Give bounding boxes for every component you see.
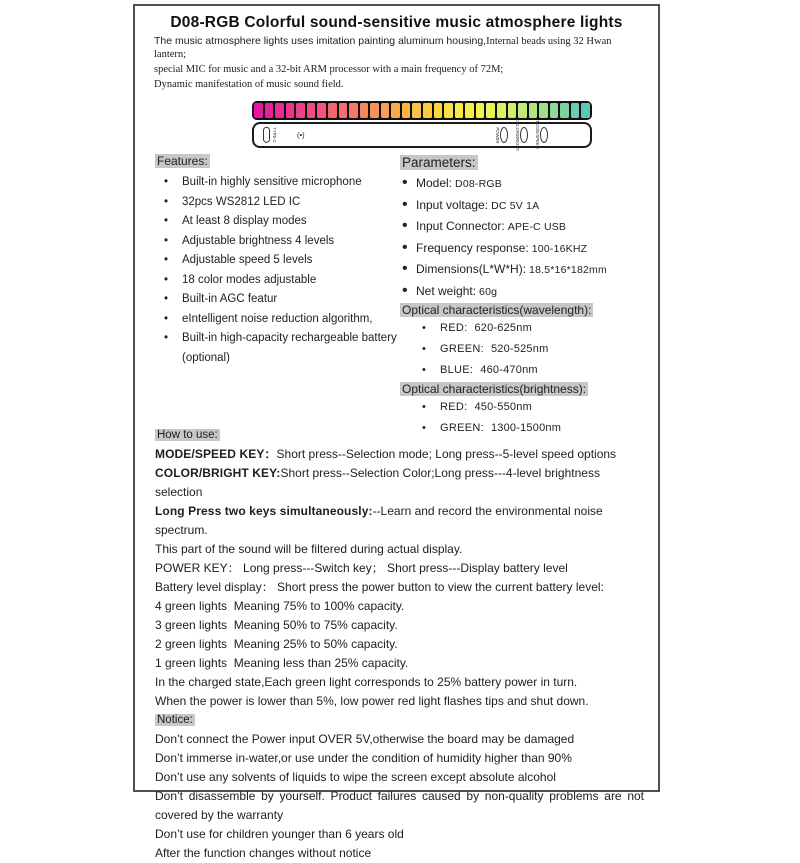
led-cell — [476, 103, 485, 118]
parameter-item — [400, 281, 644, 303]
bullet-marker: • — [402, 217, 408, 234]
instructions-section — [155, 426, 644, 863]
parameter-value: 60g — [479, 285, 498, 298]
type-c-port-icon — [263, 127, 270, 143]
type-c-label: TYPE-C — [271, 127, 277, 143]
bullet-marker: • — [164, 273, 169, 286]
feature-text: 18 color modes adjustable — [182, 273, 317, 286]
feature-item — [155, 310, 400, 330]
parameters-section — [400, 154, 644, 439]
instruction-text: In the charged state,Each green light corresponds to 25% battery power in turn. — [155, 675, 578, 689]
notice-line — [155, 749, 644, 768]
notice-text: Don’t immerse in-water,or use under the condition of humidity higher than 90% — [155, 751, 572, 765]
optical-item — [400, 360, 644, 381]
feature-text: Adjustable brightness 4 levels — [182, 234, 335, 247]
led-cell — [317, 103, 326, 118]
bullet-marker: • — [422, 322, 426, 334]
led-cell — [412, 103, 421, 118]
instruction-key: COLOR/BRIGHT KEY: — [155, 466, 281, 480]
page-title: D08-RGB Colorful sound-sensitive music atmosphere lights — [170, 14, 623, 31]
instruction-text: 2 green lights Meaning 25% to 50% capacity. — [155, 637, 398, 651]
notice-text: Don’t use for children younger than 6 years old — [155, 827, 404, 841]
optical-label: GREEN: — [440, 343, 484, 355]
optical-wavelength-list — [400, 318, 644, 381]
parameter-label: Model: — [416, 176, 453, 190]
led-cell — [581, 103, 590, 118]
led-cell — [423, 103, 432, 118]
bullet-marker: • — [422, 422, 426, 434]
feature-item — [155, 193, 400, 213]
notice-text: Don’t connect the Power input OVER 5V,otherwise the board may be damaged — [155, 732, 575, 746]
optical-value: 460-470nm — [480, 364, 538, 376]
instruction-text: When the power is lower than 5%, low power red light flashes tips and shut down. — [155, 694, 589, 708]
intro-text-serif: Internal beads using 32 Hwan lantern; — [154, 36, 612, 60]
bullet-marker: • — [402, 281, 408, 299]
led-cell — [402, 103, 411, 118]
led-cell — [296, 103, 305, 118]
feature-text: At least 8 display modes — [182, 215, 307, 227]
feature-item — [155, 232, 400, 252]
instruction-line — [155, 464, 644, 502]
optical-label: GREEN: — [440, 422, 484, 434]
notice-text: Don’t use any solvents of liquids to wipe the screen except absolute alcohol — [155, 770, 556, 784]
led-cell — [550, 103, 559, 118]
instruction-key: Long Press two keys simultaneously: — [155, 504, 373, 518]
intro-line-2: special MIC for music and a 32-bit ARM processor with a main frequency of 72M; — [154, 64, 504, 75]
led-cell — [571, 103, 580, 118]
feature-text: Adjustable speed 5 levels — [182, 254, 313, 266]
parameter-label: Input Connector: — [416, 219, 505, 233]
instruction-line — [155, 578, 644, 597]
button-oval-icon — [520, 127, 528, 143]
parameter-value: 18.5*16*182mm — [529, 264, 607, 276]
led-cell — [560, 103, 569, 118]
button-oval-icon — [540, 127, 548, 143]
feature-text: Built-in highly sensitive microphone — [182, 176, 362, 188]
intro-line-3: Dynamic manifestation of music sound field. — [154, 79, 344, 90]
feature-item — [155, 271, 400, 291]
optical-item — [400, 339, 644, 360]
led-cell — [275, 103, 284, 118]
optical-value: 620-625nm — [474, 322, 532, 334]
bullet-marker: • — [422, 401, 426, 413]
bullet-marker: • — [422, 343, 426, 355]
instruction-line — [155, 654, 644, 673]
parameters-heading: Parameters: — [402, 155, 476, 170]
button-oval-icon — [500, 127, 508, 143]
parameter-value: DC 5V 1A — [491, 199, 540, 212]
bullet-marker: • — [164, 254, 169, 266]
instruction-text: 4 green lights Meaning 75% to 100% capacity. — [155, 599, 405, 613]
led-cell — [486, 103, 495, 118]
bullet-marker: • — [164, 312, 169, 325]
parameter-label: Dimensions(L*W*H): — [416, 262, 527, 276]
instruction-line — [155, 559, 644, 578]
instruction-text: POWER KEY： Long press---Switch key； Short press---Display battery level — [155, 561, 568, 575]
parameter-label: Input voltage: — [416, 197, 489, 212]
feature-item — [155, 251, 400, 271]
instruction-line — [155, 635, 644, 654]
instruction-text: --Learn and record the environmental noise spectrum. — [155, 504, 603, 537]
feature-item — [155, 290, 400, 310]
optical-item — [400, 318, 644, 339]
instruction-text: Battery level display： Short press the power button to view the current battery level: — [155, 580, 604, 594]
parameter-item — [400, 238, 644, 260]
optical-value: 450-550nm — [474, 401, 532, 413]
bullet-marker: • — [402, 174, 408, 191]
parameters-list — [400, 173, 644, 302]
optical-brightness-heading: Optical characteristics(brightness): — [402, 382, 587, 396]
bullet-marker: • — [164, 293, 169, 305]
bullet-marker: • — [402, 238, 408, 256]
intro-text-sans: The music atmosphere lights uses imitation painting aluminum housing, — [154, 35, 487, 47]
led-cell — [360, 103, 369, 118]
optical-wavelength-heading: Optical characteristics(wavelength): — [402, 303, 592, 317]
led-cell — [339, 103, 348, 118]
bullet-marker: • — [402, 260, 408, 277]
bullet-marker: • — [164, 215, 169, 227]
led-cell — [444, 103, 453, 118]
notice-text: After the function changes without notice — [155, 846, 372, 860]
notice-line — [155, 768, 644, 787]
type-c-port — [263, 126, 276, 144]
instruction-line — [155, 597, 644, 616]
product-illustration — [252, 101, 592, 152]
instruction-line — [155, 540, 644, 559]
optical-value: 1300-1500nm — [490, 422, 562, 434]
notice-lines — [155, 730, 644, 863]
feature-text: 32pcs WS2812 LED IC — [182, 195, 301, 208]
instruction-line — [155, 616, 644, 635]
notice-heading: Notice: — [157, 714, 193, 726]
how-to-use-lines — [155, 445, 644, 711]
feature-item — [155, 212, 400, 232]
instruction-text: 3 green lights Meaning 50% to 75% capacity. — [155, 618, 398, 632]
led-cell — [286, 103, 295, 118]
led-cell — [381, 103, 390, 118]
feature-text: Built-in AGC featur — [182, 293, 278, 305]
features-heading: Features: — [157, 154, 208, 168]
notice-text: Don’t disassemble by yourself. Product failures caused by non-quality problems are not covered by the warranty — [155, 789, 644, 822]
features-section — [155, 154, 400, 439]
parameter-label: Frequency response: — [416, 240, 529, 255]
how-to-use-heading: How to use: — [157, 429, 218, 441]
instruction-text: This part of the sound will be filtered during actual display. — [155, 542, 463, 556]
optical-label: BLUE: — [440, 364, 474, 376]
device-button-label: POWER — [494, 126, 500, 144]
optical-label: RED: — [440, 401, 468, 413]
feature-item — [155, 329, 400, 368]
bullet-marker: • — [164, 234, 169, 247]
led-cell — [328, 103, 337, 118]
parameter-item — [400, 216, 644, 238]
parameter-item — [400, 195, 644, 217]
parameter-value: 100-16KHZ — [531, 242, 588, 255]
led-cell — [265, 103, 274, 118]
feature-text: eIntelligent noise reduction algorithm, — [182, 312, 373, 325]
led-cell — [349, 103, 358, 118]
parameter-label: Net weight: — [416, 283, 477, 298]
bullet-marker: • — [402, 195, 408, 213]
notice-line — [155, 730, 644, 749]
instruction-text: Short press--Selection Color;Long press---4-level brightness selection — [155, 466, 600, 499]
instruction-text: 1 green lights Meaning less than 25% capacity. — [155, 656, 409, 670]
features-list — [155, 173, 400, 368]
parameter-item — [400, 173, 644, 195]
bullet-marker: • — [164, 332, 169, 344]
led-cell — [370, 103, 379, 118]
led-cell — [391, 103, 400, 118]
optical-item — [400, 397, 644, 418]
optical-value: 520-525nm — [490, 343, 549, 355]
instruction-key: MODE/SPEED KEY： — [155, 447, 277, 461]
instruction-line — [155, 445, 644, 464]
intro-line-1 — [154, 35, 644, 61]
instruction-line — [155, 502, 644, 540]
bullet-marker: • — [164, 195, 169, 208]
device-button — [495, 126, 508, 145]
parameter-value: APE-C USB — [507, 221, 567, 233]
led-cell — [307, 103, 316, 118]
manual-page — [133, 4, 660, 860]
led-cell — [455, 103, 464, 118]
device-button — [515, 116, 528, 154]
instruction-line — [155, 673, 644, 692]
mic-icon: (•) — [297, 130, 305, 140]
control-bar-image — [252, 118, 592, 152]
device-button-label: COLOR/BRIGHT — [514, 118, 520, 152]
notice-line — [155, 844, 644, 863]
feature-text: Built-in high-capacity rechargeable battery (optional) — [182, 332, 397, 364]
optical-label: RED: — [440, 322, 468, 334]
parameter-item — [400, 259, 644, 281]
parameter-value: D08-RGB — [455, 178, 502, 190]
notice-line — [155, 825, 644, 844]
device-button — [535, 118, 548, 151]
bullet-marker: • — [422, 364, 426, 376]
spec-columns — [155, 154, 644, 439]
instruction-text: Short press--Selection mode; Long press--5-level speed options — [276, 447, 617, 461]
led-cell — [465, 103, 474, 118]
led-cell — [254, 103, 263, 118]
led-cell — [434, 103, 443, 118]
feature-item — [155, 173, 400, 193]
notice-line — [155, 787, 644, 825]
bullet-marker: • — [164, 176, 169, 188]
device-buttons — [495, 116, 548, 154]
device-button-label: MODE/SPEED — [534, 120, 540, 150]
instruction-line — [155, 692, 644, 711]
